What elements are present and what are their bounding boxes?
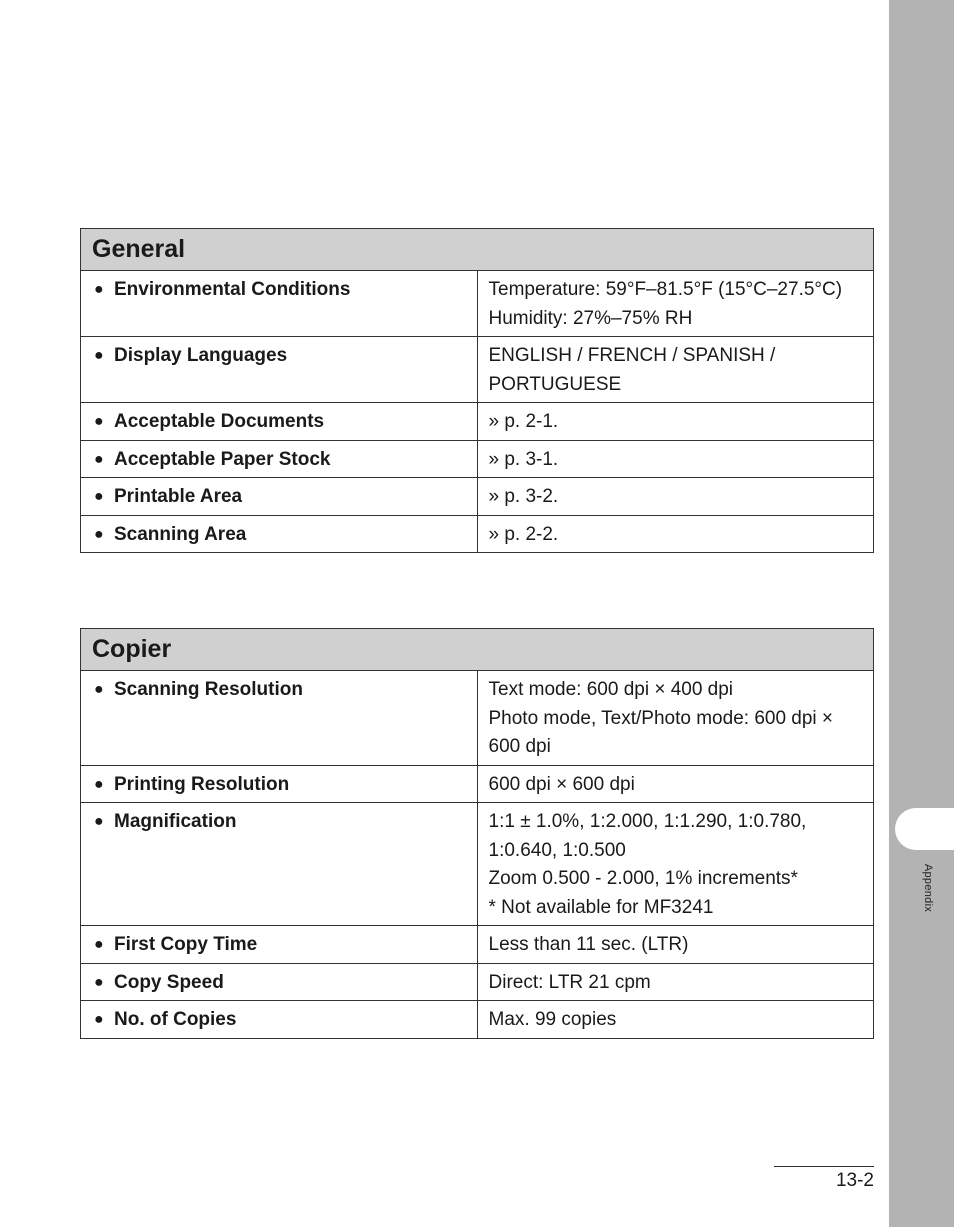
spec-label-cell [81, 963, 478, 1001]
spec-row [81, 671, 874, 766]
bullet-icon: ● [94, 450, 104, 468]
spec-row [81, 1001, 874, 1039]
spec-value-cell [477, 271, 874, 337]
spec-row [81, 515, 874, 553]
spec-value: Text mode: 600 dpi × 400 dpi [488, 679, 734, 700]
spec-value-cell [477, 515, 874, 553]
bullet-icon: ● [94, 973, 104, 991]
spec-row [81, 963, 874, 1001]
spec-row [81, 271, 874, 337]
spec-value: Max. 99 copies [488, 1009, 617, 1030]
general-section-title: General [81, 229, 874, 271]
spec-value: * Not available for MF3241 [488, 896, 714, 918]
spec-label-cell [81, 478, 478, 516]
spec-value-cell [477, 440, 874, 478]
page-number: 13-2 [835, 1170, 874, 1191]
spec-value: 600 dpi × 600 dpi [488, 773, 635, 795]
bullet-icon: ● [94, 281, 104, 298]
spec-label-cell [81, 440, 478, 478]
bullet-icon: ● [94, 936, 104, 953]
bullet-icon: ● [94, 1011, 104, 1028]
spec-label-cell [81, 671, 478, 766]
spec-value: » p. 2-1. [488, 411, 559, 432]
spec-value: Zoom 0.500 - 2.000, 1% increments* [488, 868, 798, 889]
spec-label: Environmental Conditions [114, 279, 351, 300]
spec-value: ENGLISH / FRENCH / SPANISH / PORTUGUESE [488, 345, 776, 395]
spec-label-cell [81, 1001, 478, 1039]
spec-label: Printable Area [114, 486, 243, 507]
copier-section-title: Copier [81, 629, 874, 671]
spec-label: Scanning Area [114, 523, 247, 545]
spec-label-cell [81, 337, 478, 403]
spec-value: Photo mode, Text/Photo mode: 600 dpi × 600 dpi [488, 707, 834, 757]
spec-value: » p. 3-1. [488, 448, 559, 470]
spec-value-cell [477, 671, 874, 766]
spec-value: » p. 3-2. [488, 486, 559, 507]
side-index-bar [889, 0, 954, 1227]
bullet-icon: ● [94, 775, 104, 793]
copier-rows [81, 671, 874, 1039]
spec-value-cell [477, 337, 874, 403]
spec-label-cell [81, 926, 478, 964]
spec-label-cell [81, 515, 478, 553]
spec-value: 1:1 ± 1.0%, 1:2.000, 1:1.290, 1:0.780, 1:0.640, 1:0.500 [488, 811, 807, 861]
general-spec-table [80, 228, 874, 553]
spec-value: » p. 2-2. [488, 523, 559, 545]
spec-row [81, 403, 874, 441]
spec-label-cell [81, 271, 478, 337]
spec-value: Humidity: 27%–75% RH [488, 307, 693, 329]
bullet-icon: ● [94, 813, 104, 830]
spec-label: First Copy Time [114, 934, 258, 955]
spec-label: Printing Resolution [114, 773, 290, 795]
spec-label: Scanning Resolution [114, 679, 303, 700]
page-number-rule [774, 1166, 874, 1167]
spec-row [81, 926, 874, 964]
side-index-tab [895, 808, 954, 850]
spec-label-cell [81, 765, 478, 803]
spec-value-cell [477, 403, 874, 441]
spec-row [81, 765, 874, 803]
spec-value-cell [477, 478, 874, 516]
side-section-label: Appendix [922, 863, 934, 913]
bullet-icon: ● [94, 347, 104, 364]
spec-value-cell [477, 926, 874, 964]
spec-label: Acceptable Paper Stock [114, 448, 331, 470]
spec-label: Copy Speed [114, 971, 224, 993]
spec-label: Display Languages [114, 345, 288, 366]
spec-row [81, 440, 874, 478]
spec-row [81, 478, 874, 516]
spec-value-cell [477, 963, 874, 1001]
spec-row [81, 803, 874, 926]
spec-label: No. of Copies [114, 1009, 237, 1030]
copier-spec-table [80, 628, 874, 1039]
spec-value-cell [477, 1001, 874, 1039]
spec-label-cell [81, 803, 478, 926]
spec-value-cell [477, 803, 874, 926]
spec-row [81, 337, 874, 403]
bullet-icon: ● [94, 681, 104, 698]
spec-value: Less than 11 sec. (LTR) [488, 934, 689, 955]
bullet-icon: ● [94, 525, 104, 543]
spec-label: Magnification [114, 811, 237, 832]
spec-label-cell [81, 403, 478, 441]
spec-value-cell [477, 765, 874, 803]
spec-value: Direct: LTR 21 cpm [488, 971, 651, 993]
bullet-icon: ● [94, 488, 104, 505]
bullet-icon: ● [94, 413, 104, 430]
spec-label: Acceptable Documents [114, 411, 325, 432]
general-rows [81, 271, 874, 553]
spec-value: Temperature: 59°F–81.5°F (15°C–27.5°C) [488, 279, 843, 300]
